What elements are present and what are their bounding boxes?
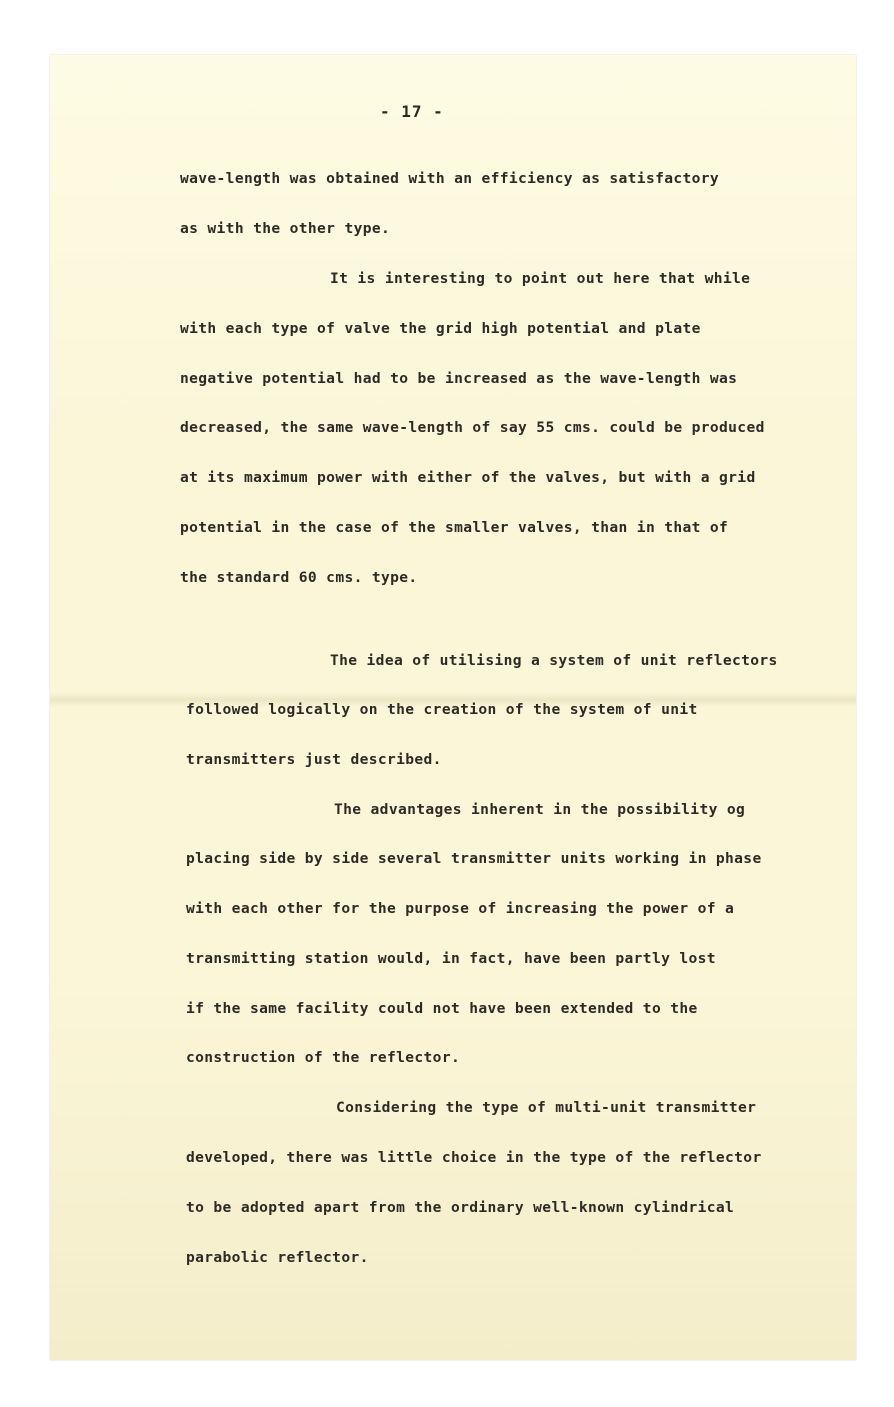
text-line: developed, there was little choice in the type of the reflector [186, 1149, 762, 1166]
text-line: The advantages inherent in the possibility og [334, 801, 746, 818]
text-line: Considering the type of multi-unit transmitter [336, 1099, 757, 1116]
text-line: followed logically on the creation of the system of unit [186, 701, 698, 718]
text-line: placing side by side several transmitter units working in phase [186, 850, 762, 867]
text-line: with each other for the purpose of increasing the power of a [186, 900, 735, 917]
text-line: construction of the reflector. [186, 1049, 461, 1066]
text-line: if the same facility could not have been extended to the [186, 1000, 698, 1017]
text-line: as with the other type. [180, 220, 391, 237]
text-line: at its maximum power with either of the valves, but with a grid [180, 469, 756, 486]
page-number: - 17 - [380, 102, 444, 121]
text-line: The idea of utilising a system of unit reflectors [330, 652, 778, 669]
text-line: transmitters just described. [186, 751, 442, 768]
text-line: wave-length was obtained with an efficiency as satisfactory [180, 170, 720, 187]
text-line: with each type of valve the grid high potential and plate [180, 320, 701, 337]
text-line: to be adopted apart from the ordinary well-known cylindrical [186, 1199, 735, 1216]
text-line: transmitting station would, in fact, have been partly lost [186, 950, 716, 967]
text-line: the standard 60 cms. type. [180, 569, 418, 586]
text-line: parabolic reflector. [186, 1249, 369, 1266]
text-line: potential in the case of the smaller valves, than in that of [180, 519, 729, 536]
text-line: negative potential had to be increased as the wave-length was [180, 370, 738, 387]
text-line: It is interesting to point out here that while [330, 270, 751, 287]
text-line: decreased, the same wave-length of say 55 cms. could be produced [180, 419, 765, 436]
